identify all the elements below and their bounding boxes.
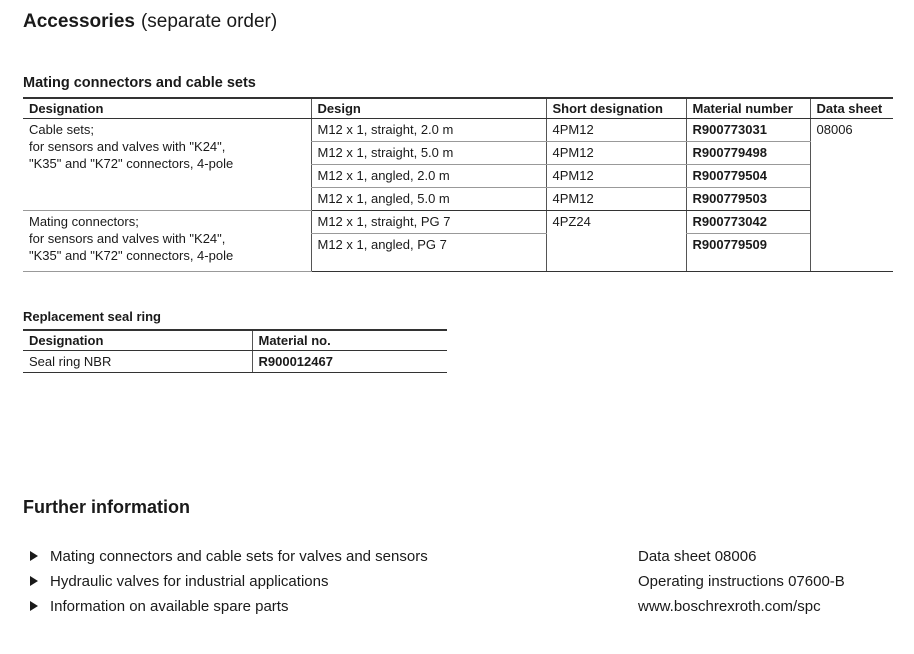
seal-section-title: Replacement seal ring xyxy=(23,309,161,324)
col-header-designation: Designation xyxy=(23,330,252,351)
table-header-row xyxy=(23,330,447,351)
designation-cell: Seal ring NBR xyxy=(23,351,252,373)
triangle-bullet-icon xyxy=(30,601,38,611)
design-cell: M12 x 1, angled, PG 7 xyxy=(311,234,546,272)
design-cell: M12 x 1, straight, 5.0 m xyxy=(311,142,546,165)
short-cell: 4PM12 xyxy=(546,142,686,165)
list-item xyxy=(30,546,428,571)
designation-cell: Mating connectors; for sensors and valves with "K24", "K35" and "K72" connectors, 4-pole xyxy=(23,211,311,272)
list-item xyxy=(30,596,428,621)
design-cell: M12 x 1, straight, PG 7 xyxy=(311,211,546,234)
material-cell: R900779504 xyxy=(686,165,810,188)
list-item xyxy=(30,571,428,596)
designation-cell: Cable sets; for sensors and valves with "K24", "K35" and "K72" connectors, 4-pole xyxy=(23,119,311,211)
seal-ring-table xyxy=(23,329,447,373)
col-header-designation: Designation xyxy=(23,98,311,119)
table-row xyxy=(23,119,893,142)
data-sheet-cell: 08006 xyxy=(810,119,893,272)
list-item-text: Information on available spare parts xyxy=(50,598,289,615)
short-cell: 4PM12 xyxy=(546,188,686,211)
material-cell: R900779503 xyxy=(686,188,810,211)
list-item-text: Hydraulic valves for industrial applications xyxy=(50,573,329,590)
list-item-text: Mating connectors and cable sets for valves and sensors xyxy=(50,548,428,565)
page-title-main: Accessories xyxy=(23,11,135,32)
short-cell: 4PZ24 xyxy=(546,211,686,272)
triangle-bullet-icon xyxy=(30,576,38,586)
design-cell: M12 x 1, angled, 5.0 m xyxy=(311,188,546,211)
table-row xyxy=(23,351,447,373)
material-cell: R900779509 xyxy=(686,234,810,272)
short-cell: 4PM12 xyxy=(546,119,686,142)
further-info-list xyxy=(30,546,428,621)
page-title xyxy=(23,10,277,34)
material-cell: R900773042 xyxy=(686,211,810,234)
triangle-bullet-icon xyxy=(30,551,38,561)
material-cell: R900779498 xyxy=(686,142,810,165)
material-cell: R900773031 xyxy=(686,119,810,142)
col-header-short-designation: Short designation xyxy=(546,98,686,119)
material-cell: R900012467 xyxy=(252,351,447,373)
mating-connectors-table xyxy=(23,97,893,272)
table-header-row xyxy=(23,98,893,119)
col-header-material-no: Material no. xyxy=(252,330,447,351)
col-header-data-sheet: Data sheet xyxy=(810,98,893,119)
design-cell: M12 x 1, angled, 2.0 m xyxy=(311,165,546,188)
short-cell: 4PM12 xyxy=(546,165,686,188)
reference-link[interactable]: www.boschrexroth.com/spc xyxy=(638,598,821,615)
mating-section-title: Mating connectors and cable sets xyxy=(23,75,256,91)
design-cell: M12 x 1, straight, 2.0 m xyxy=(311,119,546,142)
col-header-design: Design xyxy=(311,98,546,119)
page-title-sub: (separate order) xyxy=(140,11,278,32)
further-info-title: Further information xyxy=(23,497,190,517)
col-header-material-number: Material number xyxy=(686,98,810,119)
further-info-references xyxy=(638,546,845,621)
table-row xyxy=(23,211,893,234)
reference-item: Operating instructions 07600-B xyxy=(638,573,845,590)
reference-item: Data sheet 08006 xyxy=(638,548,757,565)
